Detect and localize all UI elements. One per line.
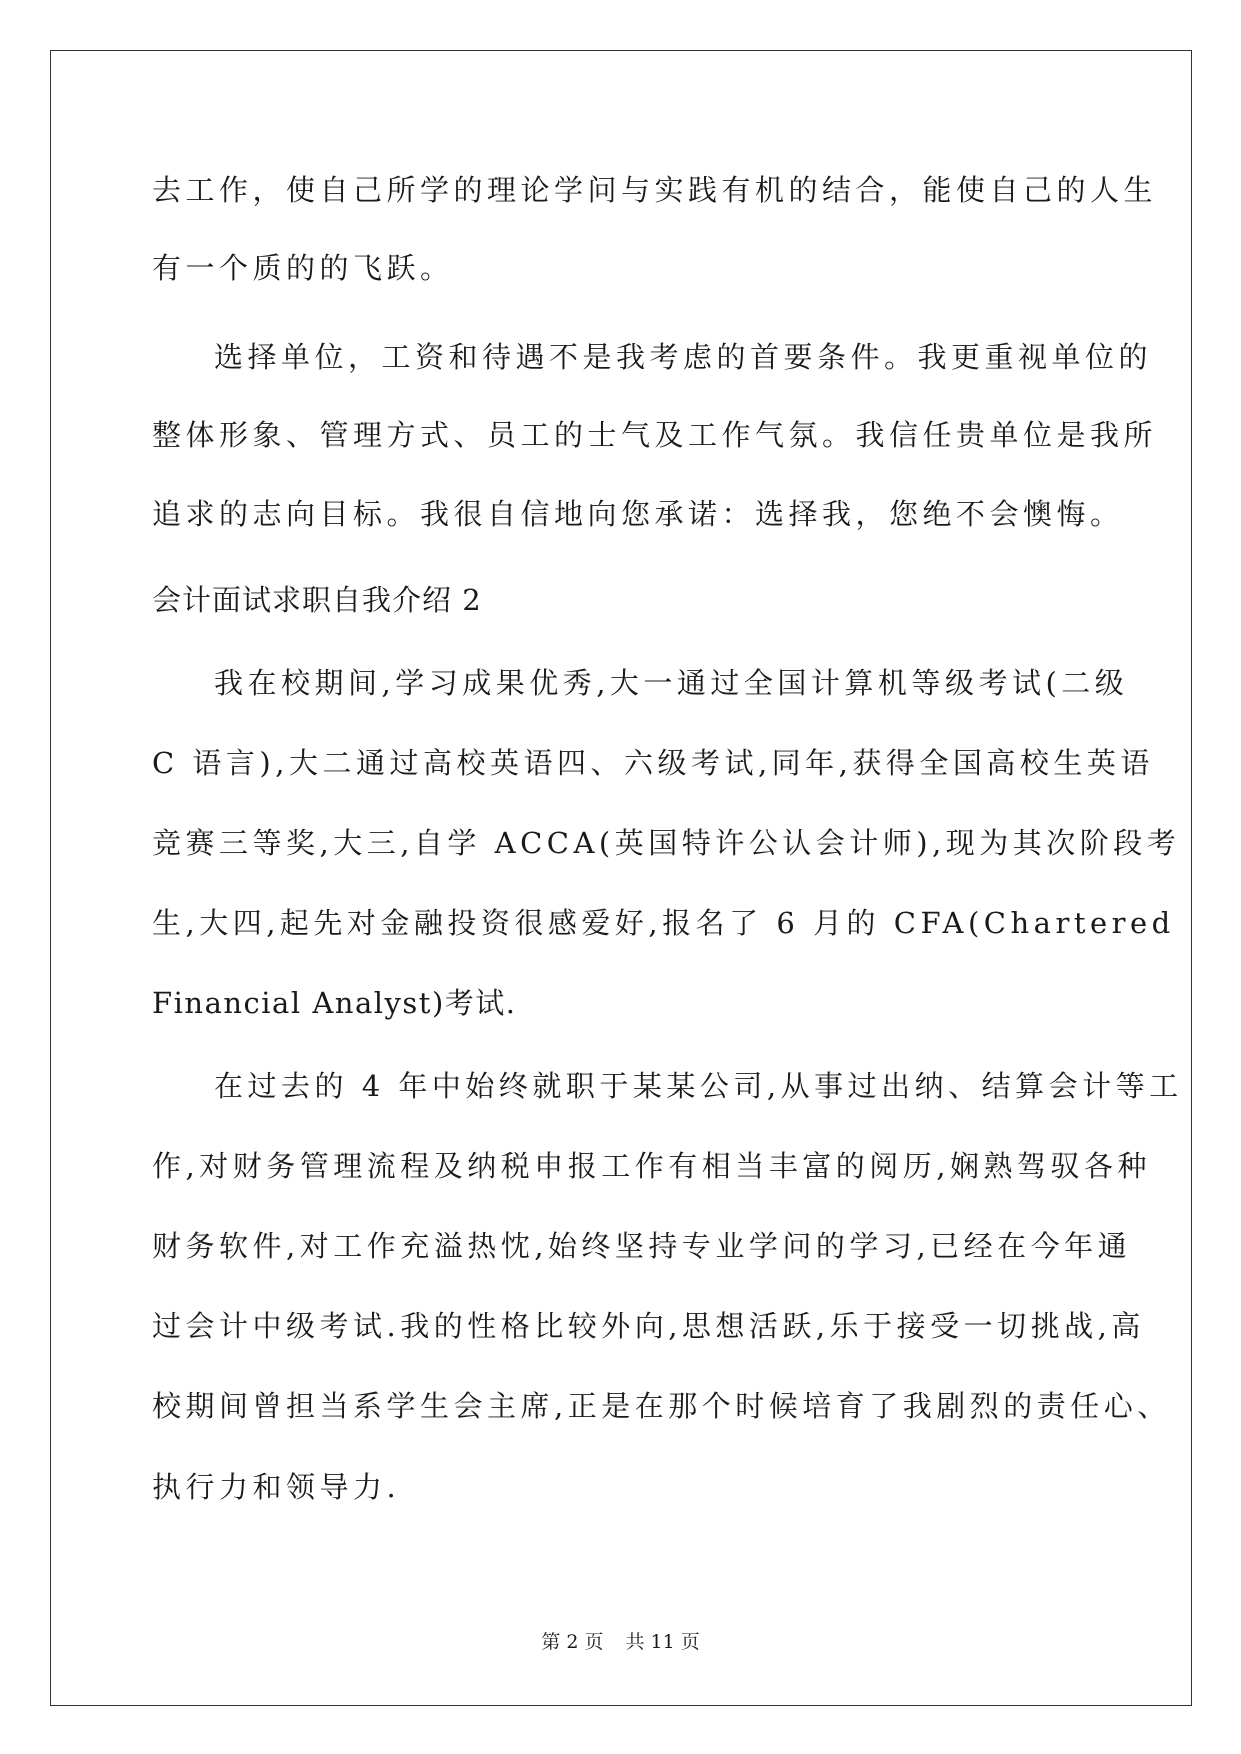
text-line-14: 财务软件,对工作充溢热忱,始终坚持专业学问的学习,已经在今年通 bbox=[152, 1229, 1132, 1263]
page-number: 第 2 页 bbox=[541, 1631, 604, 1653]
text-line-11: Financial Analyst)考试. bbox=[152, 986, 517, 1020]
page-footer bbox=[0, 1630, 1241, 1654]
section-heading: 会计面试求职自我介绍 2 bbox=[152, 583, 482, 617]
text-line-8: C 语言),大二通过高校英语四、六级考试,同年,获得全国高校生英语 bbox=[152, 746, 1154, 780]
text-line-2: 有一个质的的飞跃。 bbox=[152, 251, 454, 285]
text-line-15: 过会计中级考试.我的性格比较外向,思想活跃,乐于接受一切挑战,高 bbox=[152, 1309, 1145, 1343]
text-line-13: 作,对财务管理流程及纳税申报工作有相当丰富的阅历,娴熟驾驭各种 bbox=[152, 1149, 1151, 1183]
text-line-4: 整体形象、管理方式、员工的士气及工作气氛。我信任贵单位是我所 bbox=[152, 418, 1158, 452]
text-line-10: 生,大四,起先对金融投资很感爱好,报名了 6 月的 CFA(Chartered bbox=[152, 906, 1175, 940]
text-line-3: 选择单位，工资和待遇不是我考虑的首要条件。我更重视单位的 bbox=[214, 340, 1153, 374]
text-line-12: 在过去的 4 年中始终就职于某某公司,从事过出纳、结算会计等工 bbox=[214, 1069, 1183, 1103]
text-line-9: 竞赛三等奖,大三,自学 ACCA(英国特许公认会计师),现为其次阶段考 bbox=[152, 826, 1181, 860]
text-line-16: 校期间曾担当系学生会主席,正是在那个时候培育了我剧烈的责任心、 bbox=[152, 1389, 1171, 1423]
text-line-5: 追求的志向目标。我很自信地向您承诺：选择我，您绝不会懊悔。 bbox=[152, 497, 1124, 531]
page-border bbox=[50, 50, 1192, 1706]
text-line-17: 执行力和领导力. bbox=[152, 1470, 401, 1504]
text-line-7: 我在校期间,学习成果优秀,大一通过全国计算机等级考试(二级 bbox=[214, 666, 1129, 700]
page-total: 共 11 页 bbox=[625, 1631, 700, 1653]
text-line-1: 去工作，使自己所学的理论学问与实践有机的结合，能使自己的人生 bbox=[152, 173, 1158, 207]
